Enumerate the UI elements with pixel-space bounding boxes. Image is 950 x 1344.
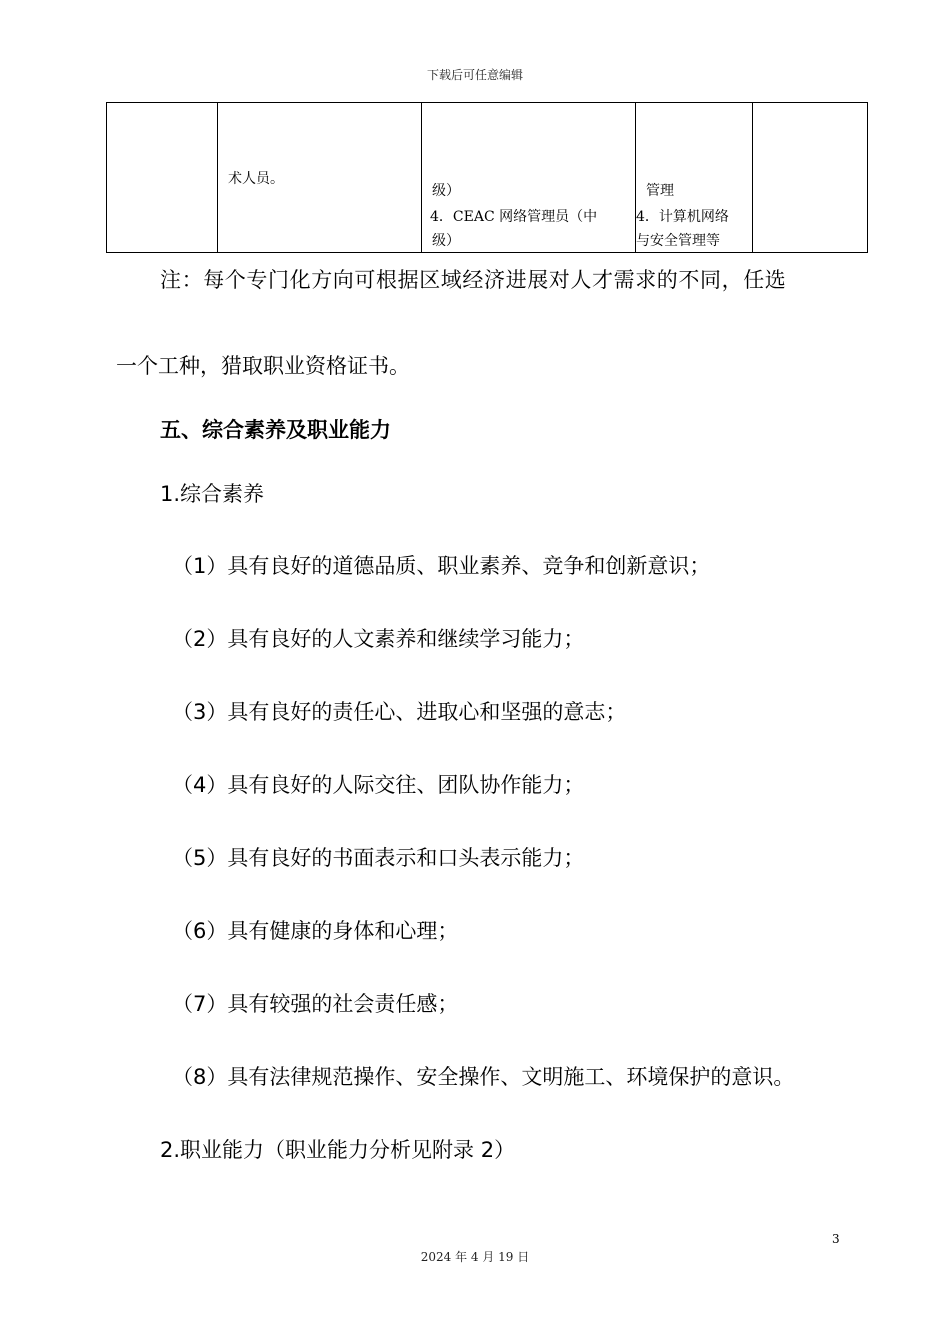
note-line-1: 注：每个专门化方向可根据区域经济进展对人才需求的不同，任选: [160, 268, 787, 292]
page-header: 下载后可任意编辑: [426, 68, 523, 82]
table-cell-col1: [107, 103, 218, 252]
list-item: （5）具有良好的书面表示和口头表示能力；: [172, 846, 585, 870]
table-cell-col5: [753, 103, 869, 252]
table-cell-col3: [422, 103, 636, 252]
cell-text: 术人员。: [228, 171, 284, 187]
cell-text: 管理: [646, 183, 674, 199]
page-number: 3: [832, 1232, 840, 1246]
qualification-table: [106, 102, 868, 253]
subsection-title: 2.职业能力（职业能力分析见附录 2）: [160, 1138, 516, 1162]
cell-text: 级）: [432, 233, 460, 249]
cell-text: 与安全管理等: [636, 233, 720, 249]
list-item: （1）具有良好的道德品质、职业素养、竞争和创新意识；: [172, 554, 711, 578]
list-item: （2）具有良好的人文素养和继续学习能力；: [172, 627, 585, 651]
subsection-title: 1.综合素养: [160, 482, 265, 506]
cell-text: 级）: [432, 183, 460, 199]
list-item: （7）具有较强的社会责任感；: [172, 992, 459, 1016]
list-item: （4）具有良好的人际交往、团队协作能力；: [172, 773, 585, 797]
list-item: （8）具有法律规范操作、安全操作、文明施工、环境保护的意识。: [172, 1065, 795, 1089]
table-cell-col2: [218, 103, 422, 252]
cell-text: 4．计算机网络: [636, 209, 729, 225]
list-item: （3）具有良好的责任心、进取心和坚强的意志；: [172, 700, 627, 724]
note-line-2: 一个工种，猎取职业资格证书。: [116, 354, 410, 378]
list-item: （6）具有健康的身体和心理；: [172, 919, 459, 943]
table-cell-col4: [636, 103, 753, 252]
cell-text: 4．CEAC 网络管理员（中: [430, 209, 598, 225]
section-heading: 五、综合素养及职业能力: [160, 418, 391, 442]
page-footer-date: 2024 年 4 月 19 日: [420, 1250, 530, 1264]
